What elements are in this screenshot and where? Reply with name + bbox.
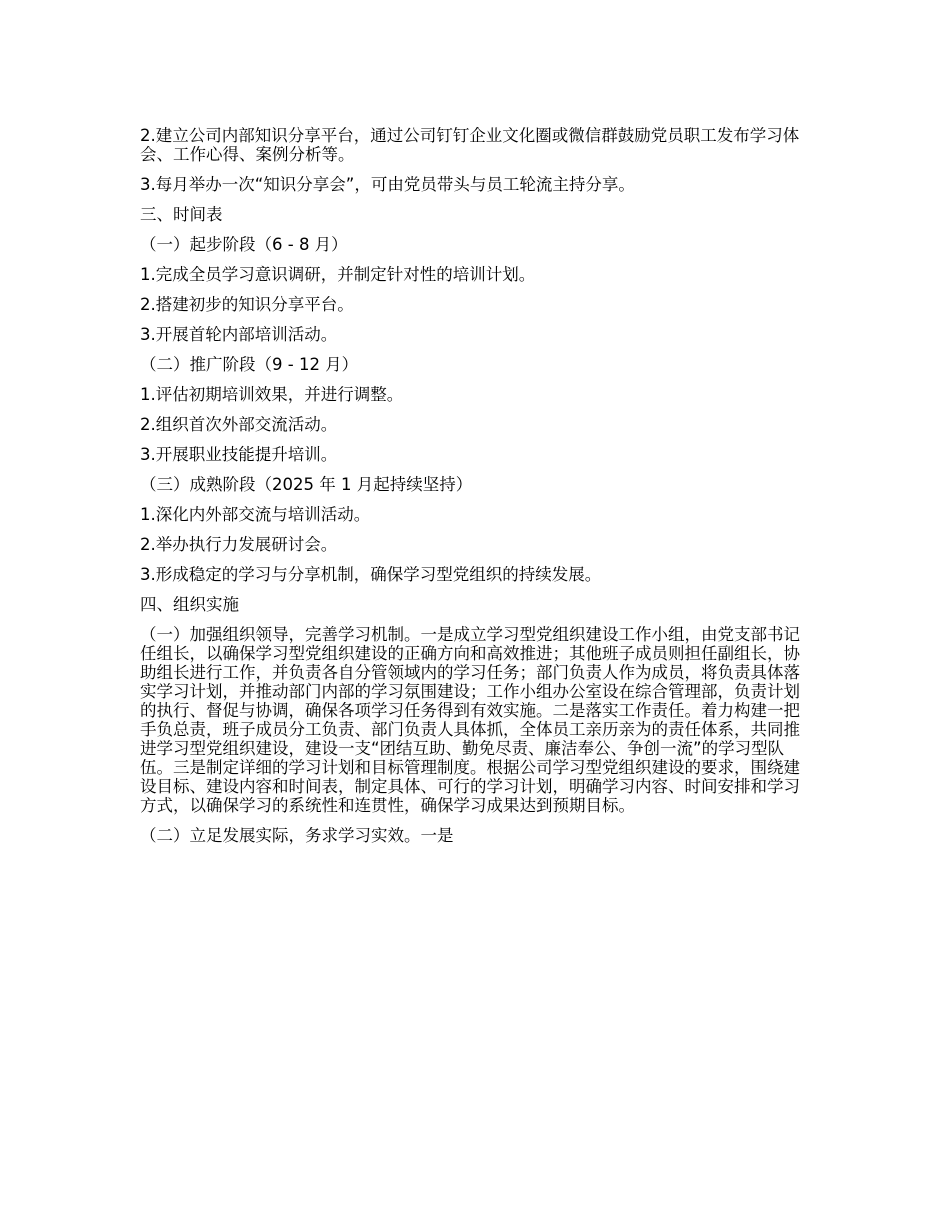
paragraph-practical-results: （二）立足发展实际，务求学习实效。一是 bbox=[140, 826, 454, 845]
paragraph-knowledge-platform: 2.建立公司内部知识分享平台，通过公司钉钉企业文化圈或微信群鼓励党员职工发布学习体会、工作心得、案例分析等。 bbox=[140, 126, 800, 164]
section-heading-timeline: 三、时间表 bbox=[140, 205, 223, 224]
list-item-mature-1: 1.深化内外部交流与培训活动。 bbox=[140, 505, 371, 524]
paragraph-knowledge-session: 3.每月举办一次“知识分享会”，可由党员带头与员工轮流主持分享。 bbox=[140, 175, 635, 194]
document-body bbox=[140, 126, 812, 856]
list-item-promotion-1: 1.评估初期培训效果，并进行调整。 bbox=[140, 385, 404, 404]
subheading-start-phase: （一）起步阶段（6 - 8 月） bbox=[140, 235, 348, 254]
section-heading-implementation: 四、组织实施 bbox=[140, 595, 239, 614]
list-item-start-2: 2.搭建初步的知识分享平台。 bbox=[140, 295, 354, 314]
list-item-mature-2: 2.举办执行力发展研讨会。 bbox=[140, 535, 338, 554]
paragraph-leadership: （一）加强组织领导，完善学习机制。一是成立学习型党组织建设工作小组，由党支部书记任组长，以确保学习型党组织建设的正确方向和高效推进；其他班子成员则担任副组长，协助组长进行工作，并负责各自分管领域内的学习任务；部门负责人作为成员，将负责具体落实学习计划，并推动部门内部的学习氛围建设；工作小组办公室设在综合管理部，负责计划的执行、督促与协调，确保各项学习任务得到有效实施。二是落实工作责任。着力构建一把手负总责，班子成员分工负责、部门负责人具体抓，全体员工亲历亲为的责任体系，共同推进学习型党组织建设，建设一支“团结互助、勤免尽责、廉洁奉公、争创一流”的学习型队伍。三是制定详细的学习计划和目标管理制度。根据公司学习型党组织建设的要求，围绕建设目标、建设内容和时间表，制定具体、可行的学习计划，明确学习内容、时间安排和学习方式，以确保学习的系统性和连贯性，确保学习成果达到预期目标。 bbox=[140, 625, 800, 815]
list-item-mature-3: 3.形成稳定的学习与分享机制，确保学习型党组织的持续发展。 bbox=[140, 565, 602, 584]
subheading-promotion-phase: （二）推广阶段（9 - 12 月） bbox=[140, 355, 359, 374]
list-item-start-3: 3.开展首轮内部培训活动。 bbox=[140, 325, 338, 344]
list-item-start-1: 1.完成全员学习意识调研，并制定针对性的培训计划。 bbox=[140, 265, 536, 284]
list-item-promotion-2: 2.组织首次外部交流活动。 bbox=[140, 415, 338, 434]
list-item-promotion-3: 3.开展职业技能提升培训。 bbox=[140, 445, 338, 464]
subheading-mature-phase: （三）成熟阶段（2025 年 1 月起持续坚持） bbox=[140, 475, 473, 494]
